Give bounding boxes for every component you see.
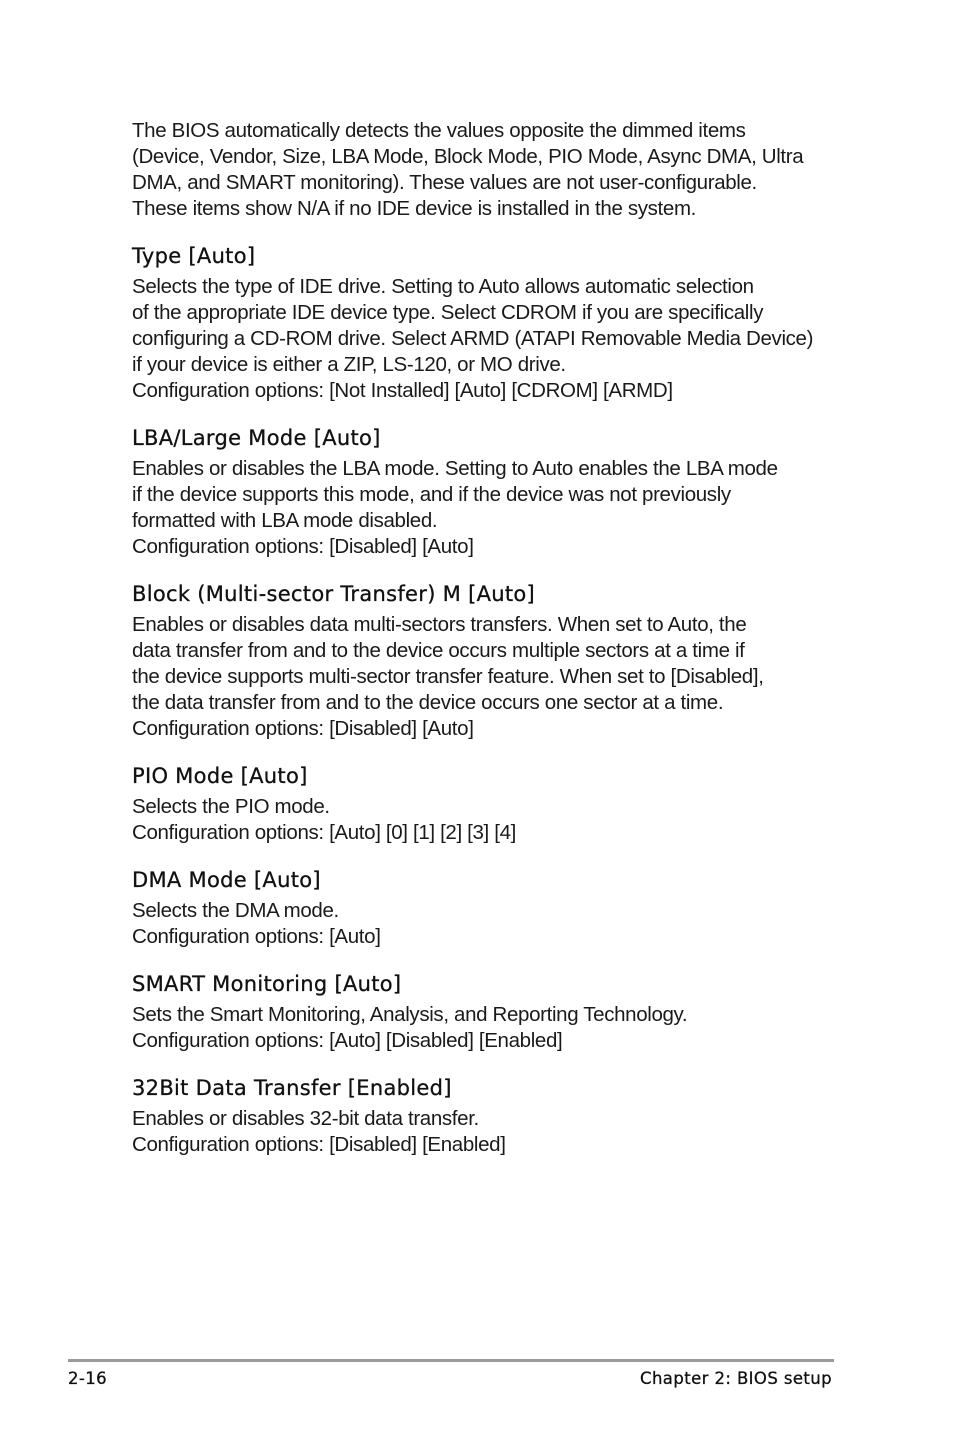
body-line: Configuration options: [Disabled] [Auto]: [132, 535, 474, 558]
body-line: Configuration options: [Auto]: [132, 925, 381, 948]
section-smart-monitoring: [132, 970, 844, 1054]
section-body: [132, 612, 844, 742]
body-line: Enables or disables data multi-sectors transfers. When set to Auto, the: [132, 613, 747, 636]
body-line: Configuration options: [Auto] [Disabled] [Enabled]: [132, 1029, 563, 1052]
intro-line: (Device, Vendor, Size, LBA Mode, Block Mode, PIO Mode, Async DMA, Ultra: [132, 145, 804, 168]
body-line: the data transfer from and to the device occurs one sector at a time.: [132, 691, 724, 714]
section-dma-mode: [132, 866, 844, 950]
body-line: Configuration options: [Disabled] [Enabled]: [132, 1133, 506, 1156]
body-line: if your device is either a ZIP, LS-120, or MO drive.: [132, 353, 566, 376]
body-line: Configuration options: [Auto] [0] [1] [2] [3] [4]: [132, 821, 516, 844]
section-body: [132, 274, 844, 404]
section-heading: Type [Auto]: [132, 244, 256, 268]
body-line: formatted with LBA mode disabled.: [132, 509, 438, 532]
page-number: 2-16: [68, 1369, 108, 1388]
section-pio-mode: [132, 762, 844, 846]
section-type: [132, 242, 844, 404]
section-block-multi-sector: [132, 580, 844, 742]
intro-line: DMA, and SMART monitoring). These values are not user-configurable.: [132, 171, 757, 194]
body-line: Selects the PIO mode.: [132, 795, 330, 818]
section-heading: PIO Mode [Auto]: [132, 764, 308, 788]
body-line: Enables or disables the LBA mode. Setting to Auto enables the LBA mode: [132, 457, 778, 480]
body-line: of the appropriate IDE device type. Select CDROM if you are specifically: [132, 301, 764, 324]
body-line: if the device supports this mode, and if the device was not previously: [132, 483, 731, 506]
section-body: [132, 794, 844, 846]
section-heading: DMA Mode [Auto]: [132, 868, 321, 892]
intro-line: These items show N/A if no IDE device is installed in the system.: [132, 197, 697, 220]
footer-divider: [68, 1359, 834, 1362]
body-line: Selects the DMA mode.: [132, 899, 339, 922]
body-line: configuring a CD-ROM drive. Select ARMD (ATAPI Removable Media Device): [132, 327, 814, 350]
section-heading: Block (Multi-sector Transfer) M [Auto]: [132, 582, 536, 606]
body-line: Configuration options: [Not Installed] [Auto] [CDROM] [ARMD]: [132, 379, 673, 402]
section-body: [132, 1106, 844, 1158]
section-body: [132, 1002, 844, 1054]
body-line: data transfer from and to the device occurs multiple sectors at a time if: [132, 639, 745, 662]
section-heading: SMART Monitoring [Auto]: [132, 972, 402, 996]
body-line: Sets the Smart Monitoring, Analysis, and Reporting Technology.: [132, 1003, 688, 1026]
section-body: [132, 456, 844, 560]
intro-line: The BIOS automatically detects the values opposite the dimmed items: [132, 119, 746, 142]
body-line: Enables or disables 32-bit data transfer.: [132, 1107, 479, 1130]
section-lba-large-mode: [132, 424, 844, 560]
chapter-title: Chapter 2: BIOS setup: [640, 1369, 832, 1388]
intro-paragraph: [132, 118, 844, 222]
section-heading: LBA/Large Mode [Auto]: [132, 426, 381, 450]
body-line: the device supports multi-sector transfer feature. When set to [Disabled],: [132, 665, 764, 688]
section-heading: 32Bit Data Transfer [Enabled]: [132, 1076, 452, 1100]
section-body: [132, 898, 844, 950]
document-content: [132, 118, 844, 1158]
body-line: Selects the type of IDE drive. Setting to Auto allows automatic selection: [132, 275, 754, 298]
section-32bit-data-transfer: [132, 1074, 844, 1158]
body-line: Configuration options: [Disabled] [Auto]: [132, 717, 474, 740]
